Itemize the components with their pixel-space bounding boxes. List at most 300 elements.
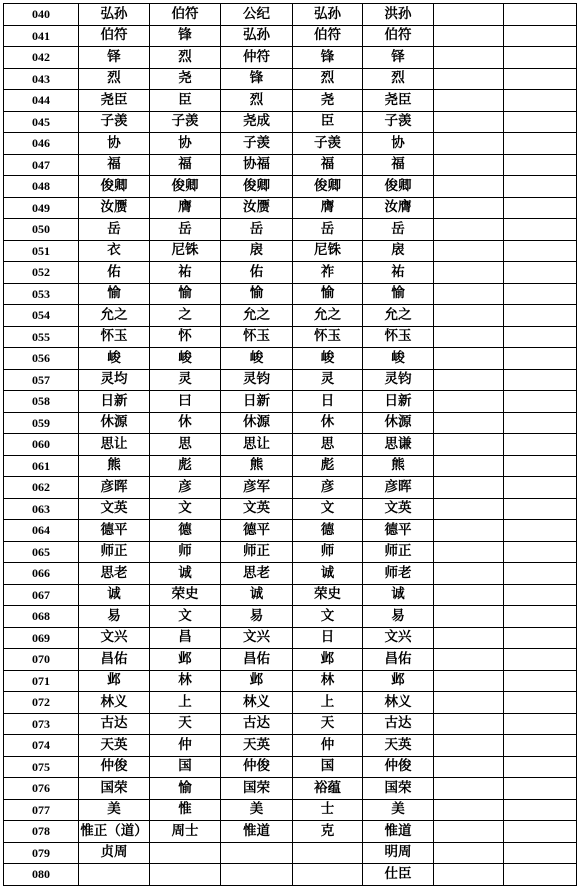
name-cell: 仲俊 — [363, 756, 434, 778]
name-cell: 克 — [293, 821, 363, 843]
generation-number-cell: 070 — [4, 649, 79, 671]
generation-number-cell: 054 — [4, 305, 79, 327]
name-cell: 国荣 — [221, 778, 293, 800]
generation-number-cell: 073 — [4, 713, 79, 735]
name-cell — [504, 412, 577, 434]
name-cell: 熊 — [79, 455, 150, 477]
generation-number-cell: 064 — [4, 520, 79, 542]
generation-number-cell: 051 — [4, 240, 79, 262]
name-cell: 贞周 — [79, 842, 150, 864]
name-cell: 日 — [293, 391, 363, 413]
name-cell — [504, 649, 577, 671]
name-cell: 国荣 — [79, 778, 150, 800]
table-row — [4, 25, 577, 47]
name-cell: 彦军 — [221, 477, 293, 499]
name-cell: 天英 — [79, 735, 150, 757]
name-cell: 彦 — [150, 477, 221, 499]
name-cell: 文 — [293, 606, 363, 628]
name-cell — [504, 713, 577, 735]
name-cell: 思让 — [221, 434, 293, 456]
name-cell: 怀玉 — [221, 326, 293, 348]
name-cell: 铎 — [363, 47, 434, 69]
name-cell: 协 — [79, 133, 150, 155]
name-cell: 怀玉 — [363, 326, 434, 348]
name-cell — [504, 219, 577, 241]
table-row — [4, 520, 577, 542]
name-cell — [434, 434, 504, 456]
name-cell: 尧成 — [221, 111, 293, 133]
name-cell: 美 — [363, 799, 434, 821]
name-cell: 林义 — [79, 692, 150, 714]
name-cell — [434, 4, 504, 26]
name-cell: 林 — [293, 670, 363, 692]
name-cell: 林义 — [363, 692, 434, 714]
name-cell — [504, 756, 577, 778]
table-row — [4, 477, 577, 499]
name-cell — [504, 541, 577, 563]
name-cell — [504, 498, 577, 520]
name-cell — [434, 842, 504, 864]
name-cell — [434, 240, 504, 262]
name-cell: 文兴 — [79, 627, 150, 649]
name-cell: 德 — [293, 520, 363, 542]
name-cell: 烈 — [363, 68, 434, 90]
name-cell — [434, 778, 504, 800]
name-cell: 思让 — [79, 434, 150, 456]
name-cell: 愉 — [293, 283, 363, 305]
name-cell — [504, 778, 577, 800]
name-cell: 德平 — [79, 520, 150, 542]
name-cell: 诚 — [79, 584, 150, 606]
name-cell: 膺 — [293, 197, 363, 219]
name-cell: 师 — [293, 541, 363, 563]
name-cell — [434, 670, 504, 692]
table-row — [4, 133, 577, 155]
table-row — [4, 455, 577, 477]
name-cell: 休 — [150, 412, 221, 434]
generation-number-cell: 056 — [4, 348, 79, 370]
name-cell — [434, 412, 504, 434]
name-cell: 岳 — [221, 219, 293, 241]
name-cell: 子羡 — [221, 133, 293, 155]
name-cell: 允之 — [79, 305, 150, 327]
name-cell: 岳 — [79, 219, 150, 241]
name-cell: 惟道 — [221, 821, 293, 843]
table-row — [4, 584, 577, 606]
name-cell: 佑 — [221, 262, 293, 284]
name-cell — [434, 68, 504, 90]
name-cell: 福 — [150, 154, 221, 176]
table-row — [4, 541, 577, 563]
name-cell: 文 — [293, 498, 363, 520]
name-cell: 德平 — [363, 520, 434, 542]
generation-number-cell: 060 — [4, 434, 79, 456]
generation-number-cell: 049 — [4, 197, 79, 219]
name-cell: 烈 — [150, 47, 221, 69]
generation-number-cell: 069 — [4, 627, 79, 649]
name-cell: 日新 — [363, 391, 434, 413]
name-cell — [504, 369, 577, 391]
name-cell — [434, 541, 504, 563]
name-cell — [434, 520, 504, 542]
table-row — [4, 756, 577, 778]
name-cell: 伯符 — [293, 25, 363, 47]
generation-number-cell: 047 — [4, 154, 79, 176]
name-cell: 昌佑 — [363, 649, 434, 671]
name-cell: 铎 — [79, 47, 150, 69]
table-row — [4, 154, 577, 176]
name-cell: 仲符 — [221, 47, 293, 69]
name-cell: 仲 — [150, 735, 221, 757]
name-cell: 伯符 — [150, 4, 221, 26]
name-cell: 峻 — [221, 348, 293, 370]
name-cell — [434, 821, 504, 843]
name-cell: 思谦 — [363, 434, 434, 456]
name-cell — [504, 391, 577, 413]
name-cell — [504, 735, 577, 757]
name-cell: 熊 — [221, 455, 293, 477]
name-cell — [221, 842, 293, 864]
name-cell: 易 — [363, 606, 434, 628]
name-cell: 灵 — [293, 369, 363, 391]
generation-number-cell: 042 — [4, 47, 79, 69]
name-cell: 怀玉 — [293, 326, 363, 348]
generation-number-cell: 061 — [4, 455, 79, 477]
name-cell: 弘孙 — [221, 25, 293, 47]
table-row — [4, 713, 577, 735]
table-row — [4, 305, 577, 327]
name-cell: 国 — [293, 756, 363, 778]
name-cell: 天 — [150, 713, 221, 735]
generation-number-cell: 068 — [4, 606, 79, 628]
name-cell — [434, 864, 504, 886]
name-cell: 日新 — [79, 391, 150, 413]
name-cell — [504, 154, 577, 176]
name-cell: 诚 — [221, 584, 293, 606]
name-cell: 灵 — [150, 369, 221, 391]
name-cell: 天英 — [221, 735, 293, 757]
generation-number-cell: 080 — [4, 864, 79, 886]
name-cell: 文兴 — [363, 627, 434, 649]
generation-number-cell: 050 — [4, 219, 79, 241]
name-cell: 裕蕴 — [293, 778, 363, 800]
name-cell — [504, 133, 577, 155]
name-cell: 彪 — [293, 455, 363, 477]
table-row — [4, 627, 577, 649]
name-cell — [504, 606, 577, 628]
name-cell — [434, 713, 504, 735]
name-cell: 国 — [150, 756, 221, 778]
name-cell: 尧臣 — [79, 90, 150, 112]
name-cell: 尼铢 — [293, 240, 363, 262]
name-cell: 明周 — [363, 842, 434, 864]
name-cell: 文英 — [79, 498, 150, 520]
name-cell — [434, 348, 504, 370]
name-cell: 文兴 — [221, 627, 293, 649]
name-cell: 邺 — [79, 670, 150, 692]
name-cell: 天英 — [363, 735, 434, 757]
name-cell: 林义 — [221, 692, 293, 714]
name-cell: 峻 — [363, 348, 434, 370]
name-cell — [434, 176, 504, 198]
name-cell: 诚 — [150, 563, 221, 585]
name-cell — [434, 283, 504, 305]
name-cell: 汝赝 — [79, 197, 150, 219]
generation-number-cell: 043 — [4, 68, 79, 90]
name-cell: 汝赝 — [221, 197, 293, 219]
name-cell: 子羡 — [293, 133, 363, 155]
name-cell: 福 — [79, 154, 150, 176]
name-cell: 邺 — [363, 670, 434, 692]
name-cell: 天 — [293, 713, 363, 735]
table-row — [4, 111, 577, 133]
name-cell — [504, 455, 577, 477]
name-cell — [150, 864, 221, 886]
name-cell — [434, 369, 504, 391]
name-cell — [434, 133, 504, 155]
name-cell — [434, 262, 504, 284]
name-cell — [434, 477, 504, 499]
generation-number-cell: 062 — [4, 477, 79, 499]
name-cell: 文 — [150, 498, 221, 520]
name-cell: 祐 — [363, 262, 434, 284]
name-cell: 俊卿 — [363, 176, 434, 198]
name-cell: 之 — [150, 305, 221, 327]
table-row — [4, 348, 577, 370]
name-cell — [504, 477, 577, 499]
name-cell — [504, 584, 577, 606]
name-cell: 允之 — [221, 305, 293, 327]
name-cell: 尧 — [293, 90, 363, 112]
name-cell: 祐 — [150, 262, 221, 284]
name-cell: 洪孙 — [363, 4, 434, 26]
name-cell: 德 — [150, 520, 221, 542]
generation-number-cell: 058 — [4, 391, 79, 413]
name-cell: 荣史 — [293, 584, 363, 606]
name-cell: 俊卿 — [150, 176, 221, 198]
name-cell: 峻 — [79, 348, 150, 370]
name-cell: 休源 — [79, 412, 150, 434]
name-cell: 古达 — [79, 713, 150, 735]
name-cell: 汝膺 — [363, 197, 434, 219]
name-cell — [504, 864, 577, 886]
name-cell: 俊卿 — [293, 176, 363, 198]
name-cell — [434, 197, 504, 219]
name-cell — [504, 25, 577, 47]
name-cell: 惟正（道） — [79, 821, 150, 843]
name-cell — [434, 326, 504, 348]
table-row — [4, 799, 577, 821]
name-cell: 俊卿 — [79, 176, 150, 198]
name-cell: 彦晖 — [79, 477, 150, 499]
name-cell: 上 — [150, 692, 221, 714]
name-cell: 灵钧 — [363, 369, 434, 391]
name-cell — [504, 176, 577, 198]
name-cell: 文英 — [363, 498, 434, 520]
generation-number-cell: 057 — [4, 369, 79, 391]
generation-number-cell: 044 — [4, 90, 79, 112]
name-cell: 怀玉 — [79, 326, 150, 348]
table-row — [4, 283, 577, 305]
name-cell: 灵钧 — [221, 369, 293, 391]
table-row — [4, 176, 577, 198]
generation-number-cell: 066 — [4, 563, 79, 585]
name-cell — [434, 606, 504, 628]
name-cell: 子羡 — [363, 111, 434, 133]
name-cell — [79, 864, 150, 886]
name-cell: 邺 — [221, 670, 293, 692]
name-cell: 彪 — [150, 455, 221, 477]
name-cell: 仲俊 — [221, 756, 293, 778]
name-cell: 协 — [363, 133, 434, 155]
name-cell: 古达 — [363, 713, 434, 735]
name-cell: 上 — [293, 692, 363, 714]
name-cell — [504, 240, 577, 262]
name-cell: 师正 — [79, 541, 150, 563]
name-cell: 烈 — [79, 68, 150, 90]
name-cell: 师 — [150, 541, 221, 563]
generation-number-cell: 045 — [4, 111, 79, 133]
name-cell — [434, 692, 504, 714]
name-cell: 师老 — [363, 563, 434, 585]
table-row — [4, 434, 577, 456]
name-cell: 德平 — [221, 520, 293, 542]
generation-number-cell: 052 — [4, 262, 79, 284]
table-row — [4, 369, 577, 391]
name-cell: 休 — [293, 412, 363, 434]
name-cell: 臣 — [293, 111, 363, 133]
generation-number-cell: 074 — [4, 735, 79, 757]
name-cell: 昌 — [150, 627, 221, 649]
name-cell: 思老 — [221, 563, 293, 585]
name-cell: 易 — [221, 606, 293, 628]
name-cell — [504, 821, 577, 843]
name-cell: 烈 — [293, 68, 363, 90]
name-cell: 思 — [293, 434, 363, 456]
table-row — [4, 649, 577, 671]
name-cell: 俊卿 — [221, 176, 293, 198]
generation-number-cell: 071 — [4, 670, 79, 692]
table-row — [4, 842, 577, 864]
table-body — [4, 4, 577, 886]
table-row — [4, 197, 577, 219]
generation-number-cell: 063 — [4, 498, 79, 520]
table-row — [4, 219, 577, 241]
table-row — [4, 864, 577, 886]
name-cell: 佑 — [79, 262, 150, 284]
name-cell: 士 — [293, 799, 363, 821]
table-row — [4, 4, 577, 26]
table-row — [4, 262, 577, 284]
name-cell: 怀 — [150, 326, 221, 348]
name-cell: 美 — [221, 799, 293, 821]
name-cell: 弘孙 — [293, 4, 363, 26]
name-cell: 膺 — [150, 197, 221, 219]
name-cell: 思 — [150, 434, 221, 456]
generation-number-cell: 079 — [4, 842, 79, 864]
name-cell — [434, 391, 504, 413]
name-cell — [434, 154, 504, 176]
name-cell — [221, 864, 293, 886]
name-cell: 曰 — [150, 391, 221, 413]
name-cell — [504, 47, 577, 69]
table-row — [4, 692, 577, 714]
generation-number-cell: 053 — [4, 283, 79, 305]
name-cell: 扆 — [221, 240, 293, 262]
name-cell — [434, 799, 504, 821]
name-cell — [293, 864, 363, 886]
table-row — [4, 563, 577, 585]
name-cell: 休源 — [221, 412, 293, 434]
name-cell — [434, 735, 504, 757]
name-cell: 尧臣 — [363, 90, 434, 112]
generation-number-cell: 075 — [4, 756, 79, 778]
name-cell: 仲俊 — [79, 756, 150, 778]
generation-number-cell: 040 — [4, 4, 79, 26]
table-row — [4, 47, 577, 69]
name-cell: 福 — [363, 154, 434, 176]
name-cell — [434, 90, 504, 112]
name-cell — [504, 90, 577, 112]
table-row — [4, 90, 577, 112]
name-cell: 文英 — [221, 498, 293, 520]
name-cell: 峻 — [150, 348, 221, 370]
name-cell: 邺 — [150, 649, 221, 671]
name-cell: 臣 — [150, 90, 221, 112]
name-cell — [434, 25, 504, 47]
table-row — [4, 326, 577, 348]
name-cell — [504, 627, 577, 649]
name-cell: 熊 — [363, 455, 434, 477]
table-row — [4, 606, 577, 628]
name-cell: 文 — [150, 606, 221, 628]
name-cell — [504, 283, 577, 305]
generation-number-cell: 055 — [4, 326, 79, 348]
table-row — [4, 498, 577, 520]
name-cell — [504, 348, 577, 370]
table-row — [4, 412, 577, 434]
table-row — [4, 821, 577, 843]
name-cell — [504, 197, 577, 219]
name-cell — [504, 111, 577, 133]
generation-number-cell: 059 — [4, 412, 79, 434]
name-cell: 惟 — [150, 799, 221, 821]
name-cell — [504, 4, 577, 26]
name-cell — [504, 305, 577, 327]
name-cell: 思老 — [79, 563, 150, 585]
name-cell: 愉 — [79, 283, 150, 305]
name-cell: 惟道 — [363, 821, 434, 843]
name-cell: 彦 — [293, 477, 363, 499]
name-cell — [504, 326, 577, 348]
name-cell: 林 — [150, 670, 221, 692]
name-cell: 愉 — [150, 778, 221, 800]
name-cell — [504, 68, 577, 90]
name-cell — [504, 799, 577, 821]
name-cell — [434, 498, 504, 520]
name-cell — [434, 47, 504, 69]
name-cell: 烈 — [221, 90, 293, 112]
name-cell: 岳 — [363, 219, 434, 241]
table-row — [4, 68, 577, 90]
generation-number-cell: 041 — [4, 25, 79, 47]
name-cell: 衣 — [79, 240, 150, 262]
name-cell: 仕臣 — [363, 864, 434, 886]
name-cell — [434, 455, 504, 477]
name-cell: 协 — [150, 133, 221, 155]
name-cell: 休源 — [363, 412, 434, 434]
generation-number-cell: 078 — [4, 821, 79, 843]
